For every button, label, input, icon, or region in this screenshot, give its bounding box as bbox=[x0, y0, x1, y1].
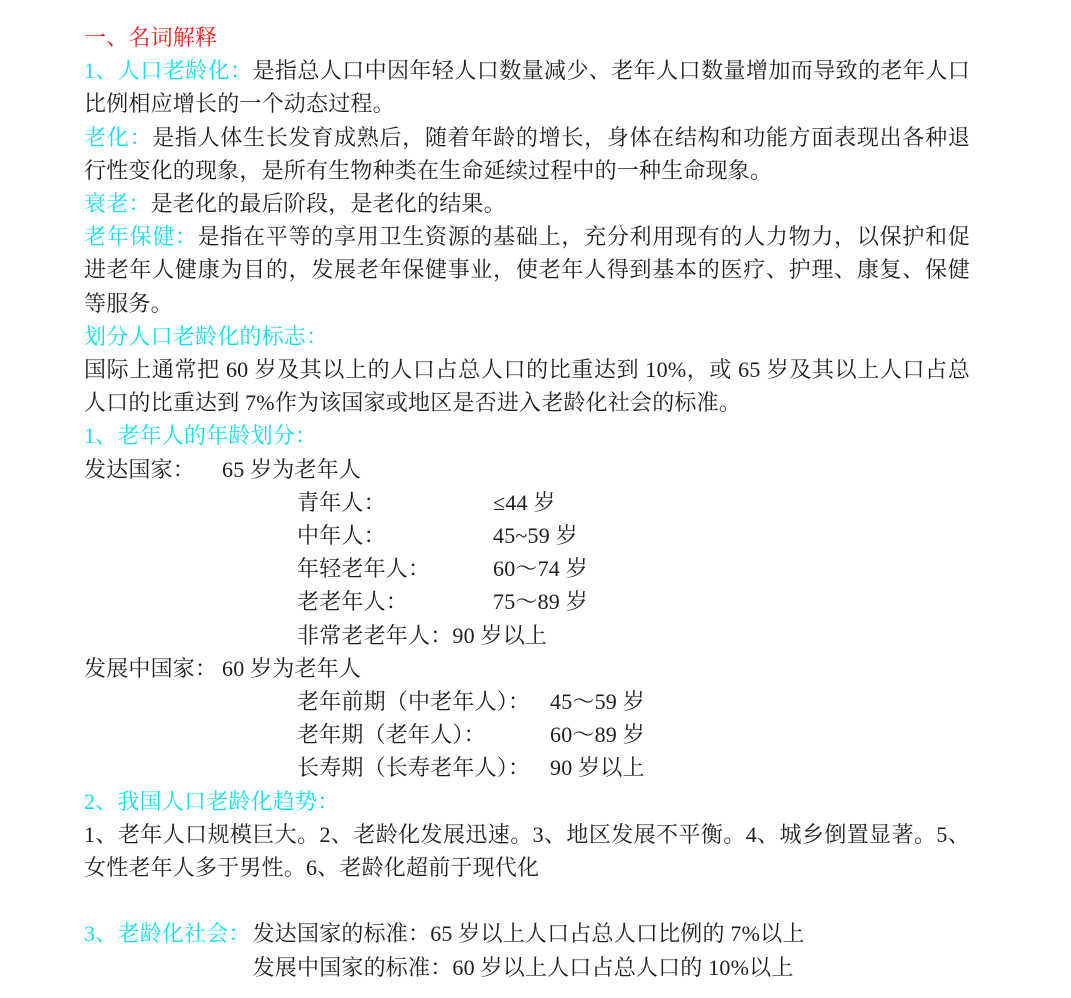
age-row bbox=[84, 619, 970, 652]
definition-text: 是老化的最后阶段，是老化的结果。 bbox=[150, 191, 506, 217]
definition-text: 是指人体生长发育成熟后，随着年龄的增长，身体在结构和功能方面表现出各种退行性变化的现象，是所有生物种类在生命延续过程中的一种生命现象。 bbox=[84, 124, 970, 183]
marker-heading: 划分人口老龄化的标志： bbox=[84, 323, 329, 349]
age-row-value: 45～59 岁 bbox=[550, 689, 645, 715]
age-row-value: ≤44 岁 bbox=[493, 489, 556, 515]
age-row-value: 45~59 岁 bbox=[493, 523, 578, 549]
definition-term: 老年保健： bbox=[84, 224, 198, 250]
age-row-label: 长寿期（长寿老年人）： bbox=[297, 755, 531, 781]
developed-countries-value: 65 岁为老年人 bbox=[222, 456, 362, 482]
developed-countries-label: 发达国家： bbox=[84, 456, 196, 482]
age-row-value: 60～74 岁 bbox=[493, 556, 588, 582]
developing-countries-label: 发展中国家： bbox=[84, 655, 218, 681]
age-row-value: 75～89 岁 bbox=[493, 589, 588, 615]
aging-society-block bbox=[84, 917, 970, 983]
age-row bbox=[84, 718, 970, 751]
trend-paragraph: 1、老年人口规模巨大。2、老龄化发展迅速。3、地区发展不平衡。4、城乡倒置显著。5、女性老年人多于男性。6、老龄化超前于现代化 bbox=[84, 821, 970, 881]
document-page bbox=[84, 21, 970, 984]
age-row bbox=[84, 486, 970, 519]
age-row-label: 非常老老年人： bbox=[297, 622, 453, 648]
developing-countries-row bbox=[84, 652, 970, 685]
aging-society-standards bbox=[251, 917, 805, 983]
definition-text: 是指在平等的享用卫生资源的基础上，充分利用现有的人力物力，以保护和促进老年人健康为目的，发展老年保健事业，使老年人得到基本的医疗、护理、康复、保健等服务。 bbox=[84, 224, 970, 316]
definition-term: 1、人口老龄化： bbox=[84, 58, 253, 84]
trend-heading: 2、我国人口老龄化趋势： bbox=[84, 788, 340, 814]
definition-paragraph bbox=[84, 121, 970, 187]
definition-paragraph bbox=[84, 187, 970, 220]
age-row-value: 90 岁以上 bbox=[550, 755, 645, 781]
aging-society-term: 3、老龄化社会： bbox=[84, 921, 251, 947]
age-row-label: 年轻老年人： bbox=[297, 556, 431, 582]
age-row bbox=[84, 751, 970, 784]
age-row bbox=[84, 519, 970, 552]
age-row-label: 青年人： bbox=[297, 489, 386, 515]
age-row bbox=[84, 585, 970, 618]
age-row-label: 中年人： bbox=[297, 523, 386, 549]
age-row bbox=[84, 685, 970, 718]
definition-term: 老化： bbox=[84, 124, 153, 150]
developing-countries-value: 60 岁为老年人 bbox=[222, 655, 362, 681]
definition-paragraph bbox=[84, 54, 970, 120]
definition-term: 衰老： bbox=[84, 191, 151, 217]
age-row-label: 老老年人： bbox=[297, 589, 409, 615]
age-row bbox=[84, 552, 970, 585]
section-heading: 一、名词解释 bbox=[84, 25, 218, 50]
aging-society-standard-developed: 发达国家的标准：65 岁以上人口占总人口比例的 7%以上 bbox=[252, 921, 805, 947]
age-classification-heading: 1、老年人的年龄划分： bbox=[84, 423, 318, 449]
aging-society-standard-developing: 发展中国家的标准：60 岁以上人口占总人口的 10%以上 bbox=[252, 954, 794, 980]
age-row-label: 老年前期（中老年人）： bbox=[297, 689, 531, 715]
marker-paragraph: 国际上通常把 60 岁及其以上的人口占总人口的比重达到 10%，或 65 岁及其以上人口占总人口的比重达到 7%作为该国家或地区是否进入老龄化社会的标准。 bbox=[84, 357, 970, 416]
definition-paragraph bbox=[84, 220, 970, 320]
blank-line bbox=[84, 884, 970, 917]
age-row-value: 60～89 岁 bbox=[550, 722, 645, 748]
age-row-label: 老年期（老年人）： bbox=[297, 722, 486, 748]
age-row-value: 90 岁以上 bbox=[452, 622, 548, 648]
definition-text: 是指总人口中因年轻人口数量减少、老年人口数量增加而导致的老年人口比例相应增长的一个动态过程。 bbox=[84, 58, 970, 117]
developed-countries-row bbox=[84, 453, 970, 486]
